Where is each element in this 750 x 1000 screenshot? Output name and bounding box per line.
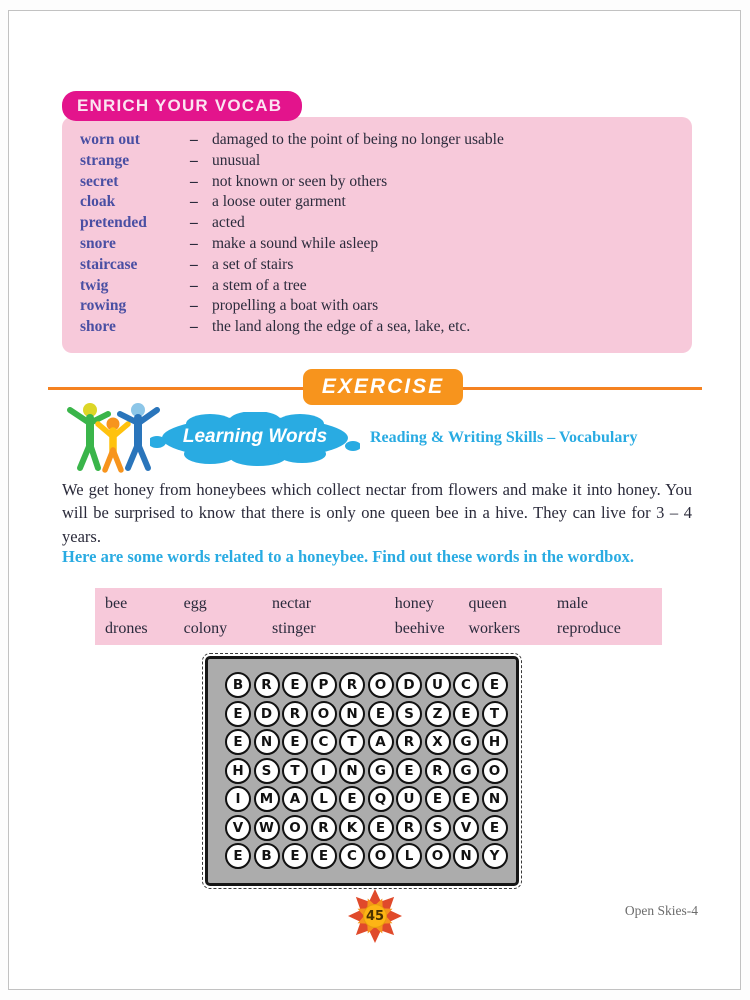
wordsearch-letter: N xyxy=(453,843,479,869)
wordsearch-letter: E xyxy=(339,786,365,812)
skills-label: Reading & Writing Skills – Vocabulary xyxy=(370,429,638,446)
wordsearch-letter: E xyxy=(396,758,422,784)
word-table-cell: nectar xyxy=(272,595,312,612)
vocab-word: snore xyxy=(80,234,116,252)
wordsearch-letter: M xyxy=(254,786,280,812)
wordsearch-letter: C xyxy=(453,672,479,698)
word-table-row xyxy=(105,591,662,616)
wordsearch-letter: E xyxy=(282,729,308,755)
wordsearch-letter: B xyxy=(254,843,280,869)
vocab-word: staircase xyxy=(80,255,138,273)
vocab-entry xyxy=(80,173,682,194)
wordsearch-letter: T xyxy=(482,701,508,727)
vocab-definition: a loose outer garment xyxy=(212,193,346,211)
wordsearch-letter: T xyxy=(339,729,365,755)
intro-instruction: Here are some words related to a honeybee. Find out these words in the wordbox. xyxy=(62,547,634,566)
wordsearch-letter: O xyxy=(368,843,394,869)
wordsearch-letter: R xyxy=(425,758,451,784)
wordsearch-letter: Q xyxy=(368,786,394,812)
vocab-box xyxy=(62,117,692,353)
vocab-word: strange xyxy=(80,151,130,169)
vocab-word: worn out xyxy=(80,131,140,148)
wordsearch-letter: U xyxy=(425,672,451,698)
wordsearch-letter: L xyxy=(396,843,422,869)
wordsearch-letter: Z xyxy=(425,701,451,727)
wordsearch-letter: C xyxy=(311,729,337,755)
word-table-row xyxy=(105,616,662,641)
vocab-word: twig xyxy=(80,276,109,294)
wordsearch-letter: V xyxy=(225,815,251,841)
vocab-section-title: ENRICH YOUR VOCAB xyxy=(62,91,302,121)
vocab-separator: – xyxy=(190,172,198,190)
vocab-word: shore xyxy=(80,318,116,336)
vocab-entry xyxy=(80,256,682,277)
wordsearch-letter: N xyxy=(339,758,365,784)
wordsearch-letter: C xyxy=(339,843,365,869)
vocab-definition: propelling a boat with oars xyxy=(212,297,379,315)
wordsearch-grid xyxy=(225,672,516,869)
wordsearch-letter: E xyxy=(368,701,394,727)
word-table-cell: drones xyxy=(105,620,148,637)
wordsearch-letter: G xyxy=(453,729,479,755)
vocab-separator: – xyxy=(190,297,198,315)
word-table-cell: egg xyxy=(183,595,207,612)
vocab-definition: not known or seen by others xyxy=(212,172,388,190)
wordsearch-letter: A xyxy=(368,729,394,755)
word-table-cell: stinger xyxy=(272,620,316,637)
wordsearch-letter: O xyxy=(368,672,394,698)
wordsearch-letter: W xyxy=(254,815,280,841)
wordsearch-letter: E xyxy=(482,815,508,841)
wordsearch-letter: R xyxy=(396,729,422,755)
word-table-cell: queen xyxy=(468,595,507,612)
vocab-separator: – xyxy=(190,193,198,211)
vocab-definition: acted xyxy=(212,214,245,232)
vocab-separator: – xyxy=(190,276,198,294)
wordsearch-letter: R xyxy=(396,815,422,841)
vocab-entry xyxy=(80,131,682,152)
wordsearch-letter: O xyxy=(482,758,508,784)
wordsearch-letter: O xyxy=(311,701,337,727)
wordsearch-letter: E xyxy=(282,672,308,698)
wordsearch-letter: E xyxy=(225,729,251,755)
vocab-separator: – xyxy=(190,255,198,273)
vocab-word: pretended xyxy=(80,214,147,232)
wordsearch-letter: A xyxy=(282,786,308,812)
wordsearch-letter: N xyxy=(339,701,365,727)
vocab-entry xyxy=(80,214,682,235)
page-number: 45 xyxy=(365,908,385,924)
vocab-definition: a stem of a tree xyxy=(212,276,307,294)
wordsearch-letter: R xyxy=(282,701,308,727)
wordsearch-letter: S xyxy=(396,701,422,727)
page-number-star xyxy=(348,889,402,943)
vocab-word: cloak xyxy=(80,193,116,211)
vocab-entry xyxy=(80,297,682,318)
word-table-cell: reproduce xyxy=(556,620,621,637)
people-icon xyxy=(58,400,164,479)
wordsearch-letter: D xyxy=(396,672,422,698)
vocab-entry xyxy=(80,235,682,256)
intro-paragraph: We get honey from honeybees which collect nectar from flowers and make it into honey. You will be surprised to know that there is only one queen bee in a hive. They can live for 3 – 4 years. xyxy=(62,480,692,546)
wordsearch-letter: H xyxy=(482,729,508,755)
word-table-cell: bee xyxy=(105,595,128,612)
word-table-cell: colony xyxy=(183,620,228,637)
wordsearch-letter: E xyxy=(311,843,337,869)
wordsearch-letter: K xyxy=(339,815,365,841)
vocab-definition: a set of stairs xyxy=(212,255,294,273)
word-table-cell: beehive xyxy=(394,620,445,637)
wordsearch-letter: U xyxy=(396,786,422,812)
wordsearch-letter: I xyxy=(311,758,337,784)
wordsearch-letter: O xyxy=(282,815,308,841)
wordsearch-letter: Y xyxy=(482,843,508,869)
wordsearch-letter: S xyxy=(254,758,280,784)
book-title-footer: Open Skies-4 xyxy=(624,903,698,918)
learning-words-cloud xyxy=(150,412,360,466)
wordsearch-letter: H xyxy=(225,758,251,784)
vocab-separator: – xyxy=(190,214,198,232)
vocab-separator: – xyxy=(190,151,198,169)
activity-title: Learning Words xyxy=(182,426,328,447)
wordsearch-letter: E xyxy=(282,843,308,869)
wordsearch-letter: G xyxy=(453,758,479,784)
wordsearch-letter: T xyxy=(282,758,308,784)
vocab-definition: make a sound while asleep xyxy=(212,234,379,252)
wordsearch-letter: E xyxy=(453,701,479,727)
wordsearch-letter: E xyxy=(225,843,251,869)
word-table-cell: honey xyxy=(394,595,434,612)
vocab-word: rowing xyxy=(80,297,127,315)
vocab-definition: unusual xyxy=(212,151,261,169)
vocab-definition: damaged to the point of being no longer usable xyxy=(212,131,504,148)
wordsearch-letter: X xyxy=(425,729,451,755)
wordsearch-letter: G xyxy=(368,758,394,784)
wordsearch-box xyxy=(205,656,519,886)
vocab-word: secret xyxy=(80,172,119,190)
vocab-entry xyxy=(80,318,682,339)
wordsearch-letter: R xyxy=(254,672,280,698)
wordsearch-letter: E xyxy=(368,815,394,841)
wordsearch-letter: I xyxy=(225,786,251,812)
word-table xyxy=(95,588,662,645)
wordsearch-letter: E xyxy=(482,672,508,698)
vocab-list xyxy=(80,131,682,339)
vocab-entry xyxy=(80,277,682,298)
vocab-separator: – xyxy=(190,318,198,336)
wordsearch-letter: P xyxy=(311,672,337,698)
wordsearch-letter: B xyxy=(225,672,251,698)
wordsearch-letter: S xyxy=(425,815,451,841)
wordsearch-letter: E xyxy=(453,786,479,812)
vocab-entry xyxy=(80,152,682,173)
wordsearch-letter: N xyxy=(482,786,508,812)
word-table-cell: workers xyxy=(468,620,521,637)
wordsearch-letter: D xyxy=(254,701,280,727)
vocab-separator: – xyxy=(190,131,198,148)
wordsearch-letter: R xyxy=(311,815,337,841)
wordsearch-letter: N xyxy=(254,729,280,755)
wordsearch-letter: E xyxy=(425,786,451,812)
wordsearch-letter: E xyxy=(225,701,251,727)
wordsearch-letter: R xyxy=(339,672,365,698)
word-table-cell: male xyxy=(556,595,589,612)
vocab-entry xyxy=(80,193,682,214)
wordsearch-letter: L xyxy=(311,786,337,812)
exercise-banner: EXERCISE xyxy=(303,369,463,405)
vocab-separator: – xyxy=(190,234,198,252)
vocab-definition: the land along the edge of a sea, lake, etc. xyxy=(212,318,471,336)
wordsearch-letter: V xyxy=(453,815,479,841)
wordsearch-letter: O xyxy=(425,843,451,869)
